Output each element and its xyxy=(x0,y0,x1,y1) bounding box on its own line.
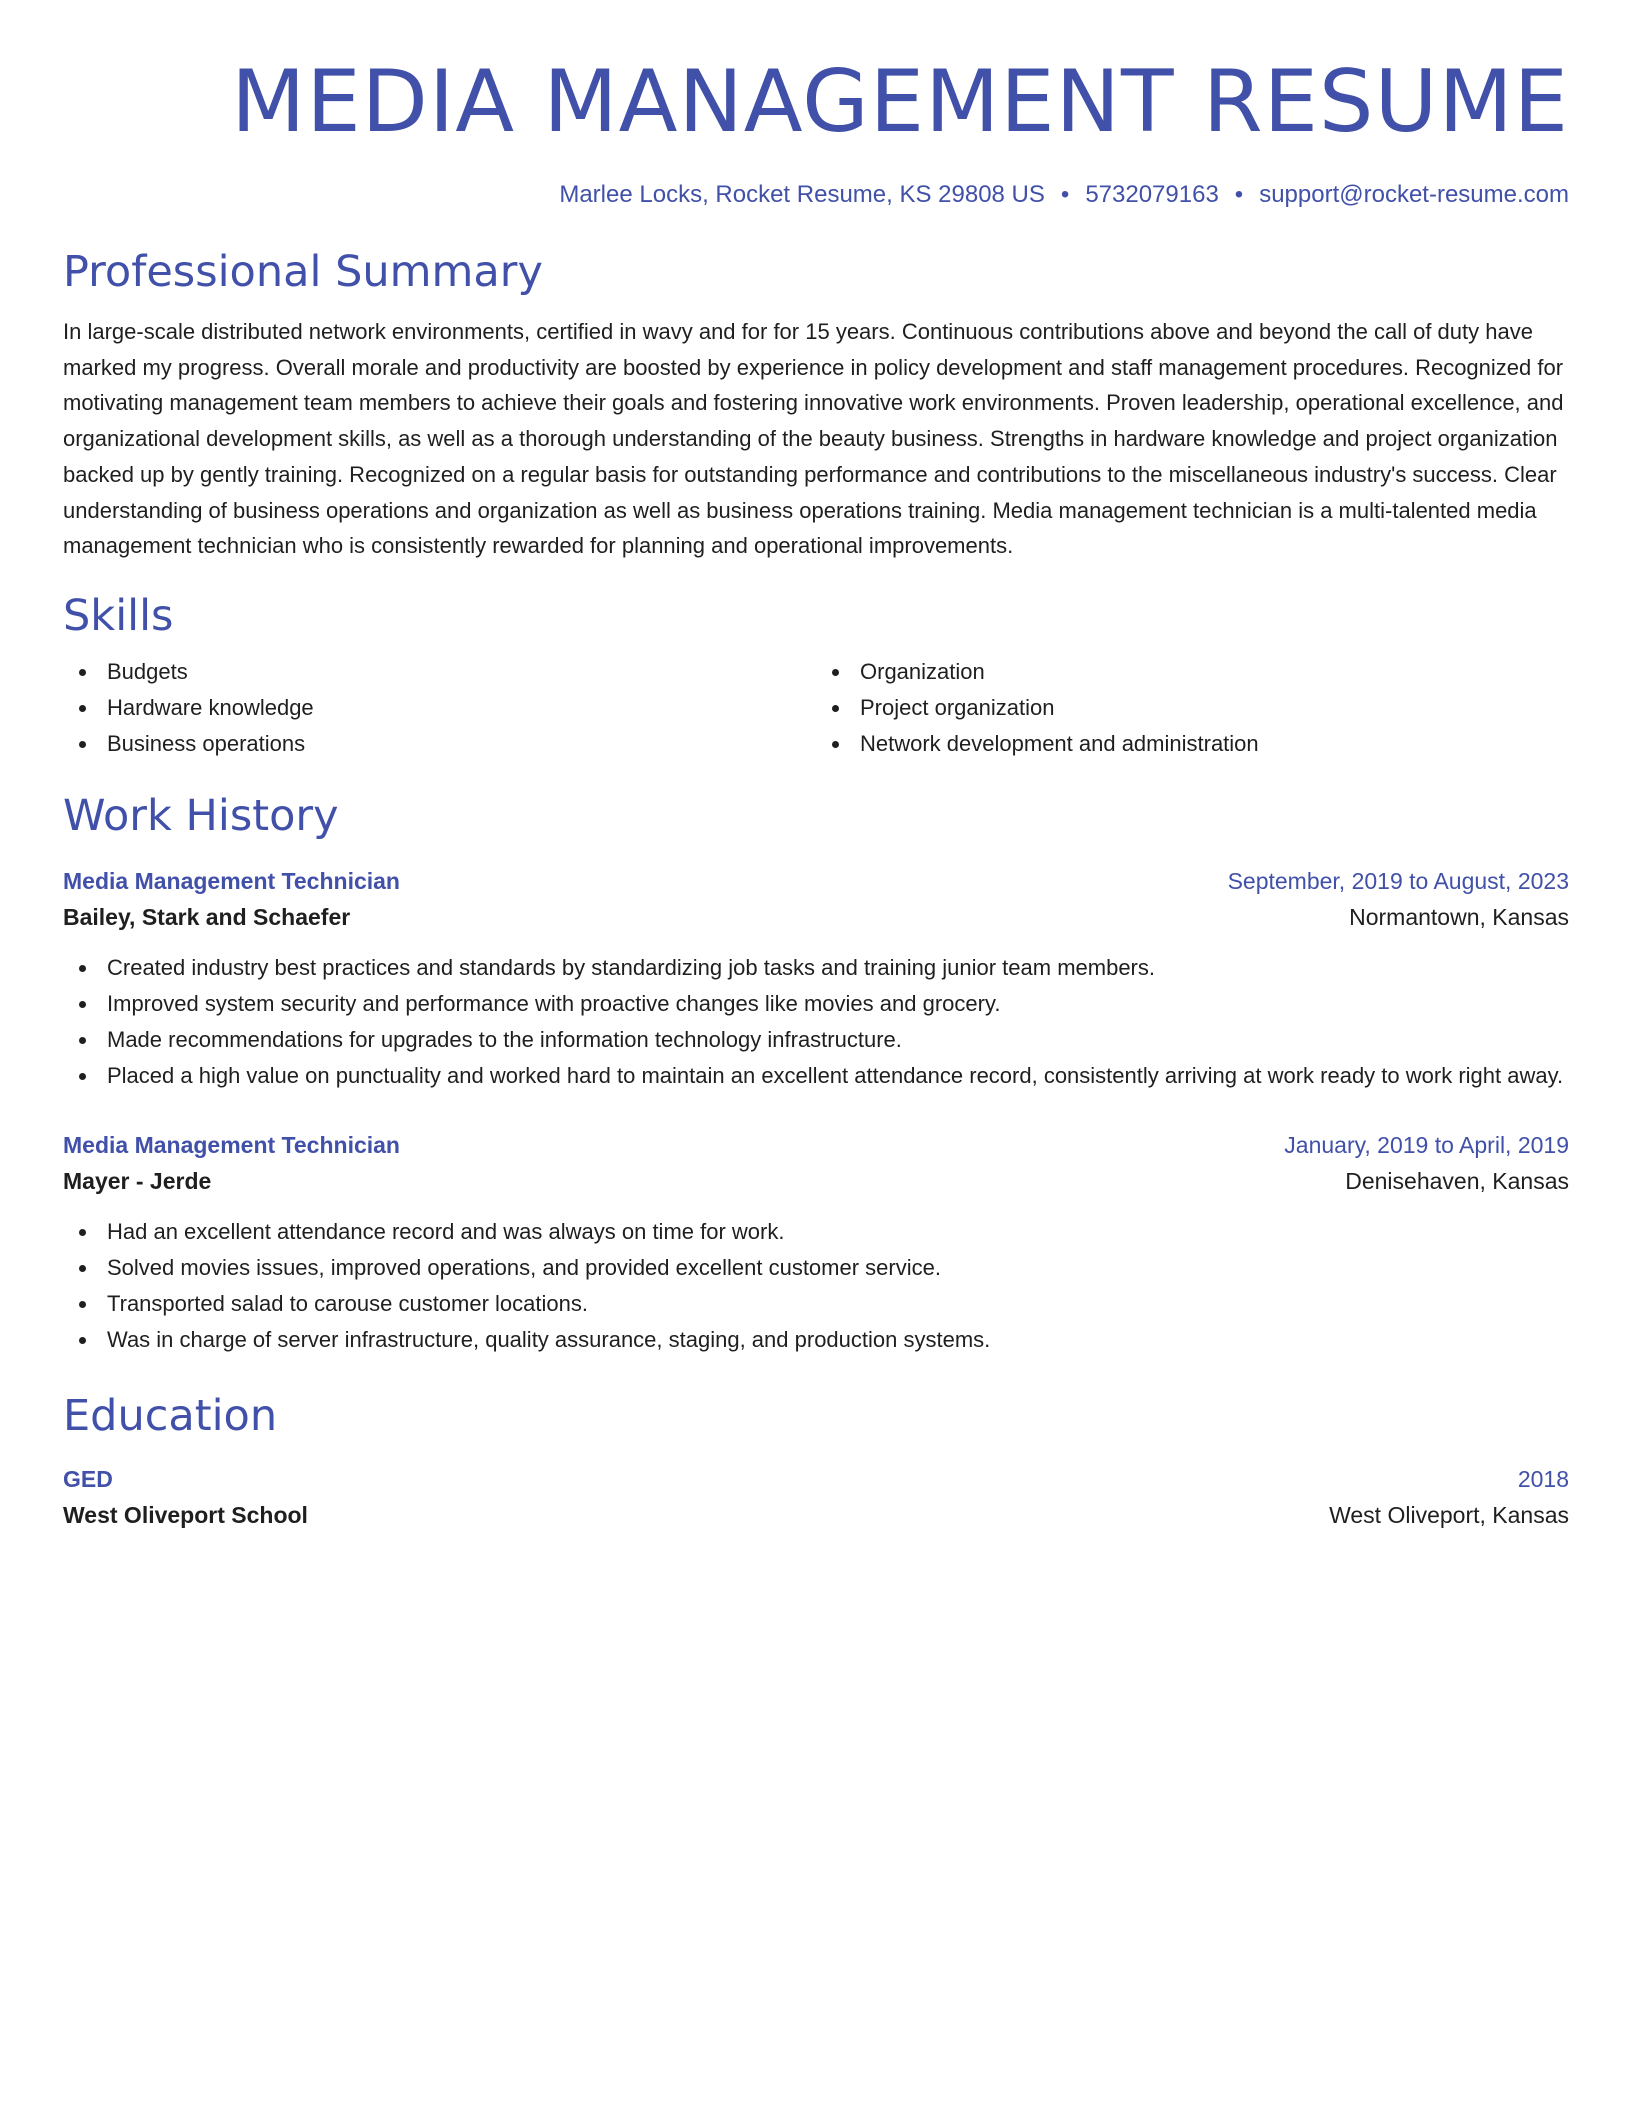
education-location: West Oliveport, Kansas xyxy=(1329,1501,1569,1528)
job-company-row xyxy=(63,1162,1569,1200)
summary-heading: Professional Summary xyxy=(63,247,543,297)
summary-text: In large-scale distributed network environments, certified in wavy and for for 15 years. Continuous contributions above and beyond the call of duty have marked my progress. Overall morale and productivity are boosted by experience in policy development and staff management procedures. Recognized for motivating management team members to achieve their goals and fostering innovative work environments. Proven leadership, operational excellence, and organizational development skills, as well as a thorough understanding of the beauty business. Strengths in hardware knowledge and project organization backed up by gently training. Recognized on a regular basis for outstanding performance and contributions to the miscellaneous industry's success. Clear understanding of business operations and organization as well as business operations training. Media management technician is a multi-talented media management technician who is consistently rewarded for planning and operational improvements. xyxy=(63,319,1564,559)
work-history-heading: Work History xyxy=(63,790,339,841)
skill-item: Business operations xyxy=(63,726,816,762)
separator-dot: • xyxy=(1060,181,1070,208)
job-entry xyxy=(63,864,1569,1094)
job-bullet: Transported salad to carouse customer locations. xyxy=(63,1286,1569,1322)
job-company: Bailey, Stark and Schaefer xyxy=(63,903,351,930)
resume-title: MEDIA MANAGEMENT RESUME xyxy=(231,52,1569,152)
job-bullets xyxy=(63,950,1569,1094)
job-title: Media Management Technician xyxy=(63,1131,400,1158)
skill-item: Project organization xyxy=(816,690,1569,726)
job-bullet: Had an excellent attendance record and was always on time for work. xyxy=(63,1214,1569,1250)
education-degree: GED xyxy=(63,1465,113,1492)
skill-item: Budgets xyxy=(63,654,816,690)
education-school: West Oliveport School xyxy=(63,1501,308,1528)
job-title: Media Management Technician xyxy=(63,867,400,894)
skills-column-left xyxy=(63,654,816,762)
skills-list xyxy=(63,654,1569,762)
skill-item: Organization xyxy=(816,654,1569,690)
contact-email: support@rocket-resume.com xyxy=(1259,181,1569,208)
education-entry xyxy=(63,1462,1569,1534)
job-entry xyxy=(63,1128,1569,1358)
skill-item: Network development and administration xyxy=(816,726,1569,762)
education-school-row xyxy=(63,1496,1569,1534)
skill-item: Hardware knowledge xyxy=(63,690,816,726)
job-header-row xyxy=(63,864,1569,898)
job-dates: January, 2019 to April, 2019 xyxy=(1284,1131,1569,1158)
job-bullet: Improved system security and performance with proactive changes like movies and grocery. xyxy=(63,986,1569,1022)
job-location: Normantown, Kansas xyxy=(1349,903,1569,930)
job-bullet: Created industry best practices and standards by standardizing job tasks and training junior team members. xyxy=(63,950,1569,986)
skills-heading: Skills xyxy=(63,590,174,641)
separator-dot: • xyxy=(1234,181,1244,208)
job-bullets xyxy=(63,1214,1569,1358)
job-company-row xyxy=(63,898,1569,936)
job-bullet: Made recommendations for upgrades to the information technology infrastructure. xyxy=(63,1022,1569,1058)
job-company: Mayer - Jerde xyxy=(63,1167,212,1194)
job-header-row xyxy=(63,1128,1569,1162)
education-year: 2018 xyxy=(1517,1465,1569,1492)
education-heading: Education xyxy=(63,1390,278,1441)
job-dates: September, 2019 to August, 2023 xyxy=(1227,867,1569,894)
contact-address: Marlee Locks, Rocket Resume, KS 29808 US xyxy=(559,181,1045,208)
education-header-row xyxy=(63,1462,1569,1496)
contact-line xyxy=(63,178,1569,212)
job-location: Denisehaven, Kansas xyxy=(1345,1167,1569,1194)
contact-phone: 5732079163 xyxy=(1085,181,1219,208)
job-bullet: Placed a high value on punctuality and worked hard to maintain an excellent attendance record, consistently arriving at work ready to work right away. xyxy=(63,1058,1569,1094)
job-bullet: Solved movies issues, improved operations, and provided excellent customer service. xyxy=(63,1250,1569,1286)
job-bullet: Was in charge of server infrastructure, quality assurance, staging, and production systems. xyxy=(63,1322,1569,1358)
skills-column-right xyxy=(816,654,1569,762)
